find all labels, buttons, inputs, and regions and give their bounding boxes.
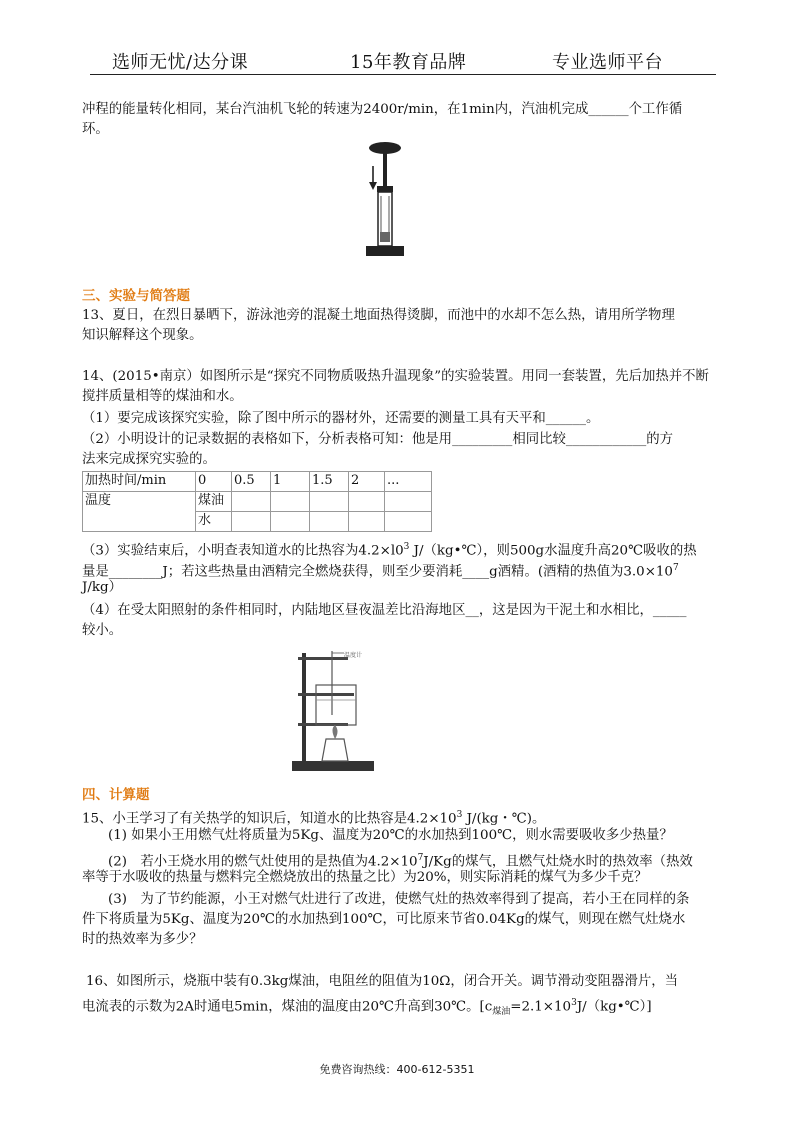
table-cell: 水 xyxy=(196,512,232,532)
q16-line-2: 电流表的示数为2A时通电5min，煤油的温度由20℃升高到30℃。$[c_{煤油}=2.1\times 10^3J/(kg•℃)]$ xyxy=(82,998,652,1018)
q15-part-3b: 件下将质量为5Kg、温度为20℃的水加热到100℃，可比原来节省0.04Kg的煤气，则现在燃气灶烧水 xyxy=(82,912,686,927)
q16-line-1: 16、如图所示，烧瓶中装有0.3kg煤油，电阻丝的阻值为10Ω，闭合开关。调节滑动变阻器滑片，当 xyxy=(86,974,679,989)
q12-line-2: 环。 xyxy=(82,122,109,137)
heating-setup-figure xyxy=(292,645,402,775)
q14-part-3b: 量是________J；若这些热量由酒精完全燃烧获得，则至少要消耗____g酒精。(酒精的热值为$3.0\times 10^7$ xyxy=(82,563,679,580)
table-cell: 加热时间/min xyxy=(83,472,196,492)
footer-hotline: 免费咨询热线：400-612-5351 xyxy=(319,1063,475,1076)
compression-apparatus-figure xyxy=(360,140,410,260)
q14-part-4b: 较小。 xyxy=(82,623,123,638)
table-cell: 1 xyxy=(271,472,310,492)
record-table xyxy=(82,471,432,532)
q14-line-2: 搅拌质量相等的煤油和水。 xyxy=(82,389,243,404)
table-cell: 温度 xyxy=(83,492,196,532)
table-cell: 煤油 xyxy=(196,492,232,512)
page-header xyxy=(90,48,716,75)
q14-part-1: （1）要完成该探究实验，除了图中所示的器材外，还需要的测量工具有天平和______。 xyxy=(82,411,600,426)
header-left: 选师无忧/达分课 xyxy=(112,52,249,73)
table-cell: 0 xyxy=(196,472,232,492)
q13-line-1: 13、夏日，在烈日暴晒下，游泳池旁的混凝土地面热得烫脚，而池中的水却不怎么热，请用所学物理 xyxy=(82,308,675,323)
q14-part-2b: 法来完成探究实验的。 xyxy=(82,452,216,467)
q15-part-2b: 率等于水吸收的热量与燃料完全燃烧放出的热量之比）为20%，则实际消耗的煤气为多少千克？ xyxy=(82,870,648,885)
q13-line-2: 知识解释这个现象。 xyxy=(82,328,203,343)
q14-line-1: 14、(2015•南京）如图所示是“探究不同物质吸热升温现象”的实验装置。用同一套装置，先后加热并不断 xyxy=(82,369,709,384)
table-row xyxy=(83,472,432,492)
q15-part-1: (1) 如果小王用燃气灶将质量为5Kg、温度为20℃的水加热到100℃，则水需要吸收多少热量？ xyxy=(108,828,673,843)
section-4-title: 四、计算题 xyxy=(82,787,150,803)
q15-part-3c: 时的热效率为多少？ xyxy=(82,932,203,947)
table-cell: 2 xyxy=(349,472,385,492)
q15-part-2a: (2) 若小王烧水用的燃气灶使用的是热值为$4.2\times 10^7J/Kg$的煤气，且燃气灶烧水时的热效率（热效 xyxy=(108,853,693,870)
q15-intro: 15、小王学习了有关热学的知识后，知道水的比热容是$4.2\times 10^3$ J/(kg・℃)。 xyxy=(82,810,546,827)
q14-part-3a: （3）实验结束后，小明查表知道水的比热容为$4.2\times l0^3$ J/（kg•℃），则500g水温度升高20℃吸收的热 xyxy=(82,542,697,559)
q14-part-3c: J/kg） xyxy=(82,580,122,595)
q15-part-3a: (3) 为了节约能源，小王对燃气灶进行了改进，使燃气灶的热效率得到了提高，若小王在同样的条 xyxy=(108,892,690,907)
header-center: 15年教育品牌 xyxy=(350,52,467,73)
q14-part-4a: （4）在受太阳照射的条件相同时，内陆地区昼夜温差比沿海地区__，这是因为干泥土和水相比，_____ xyxy=(82,603,687,618)
q12-line-1: 冲程的能量转化相同，某台汽油机飞轮的转速为2400r/min，在1min内，汽油机完成______个工作循 xyxy=(82,102,683,117)
table-cell: 0.5 xyxy=(232,472,271,492)
table-cell: 1.5 xyxy=(310,472,349,492)
header-right: 专业选师平台 xyxy=(552,52,663,73)
table-row xyxy=(83,492,432,512)
figure-label: 温度计 xyxy=(344,652,363,659)
table-cell: ... xyxy=(385,472,432,492)
q14-part-2a: （2）小明设计的记录数据的表格如下，分析表格可知：他是用_________相同比较____________的方 xyxy=(82,432,674,447)
section-3-title: 三、实验与简答题 xyxy=(82,288,190,304)
